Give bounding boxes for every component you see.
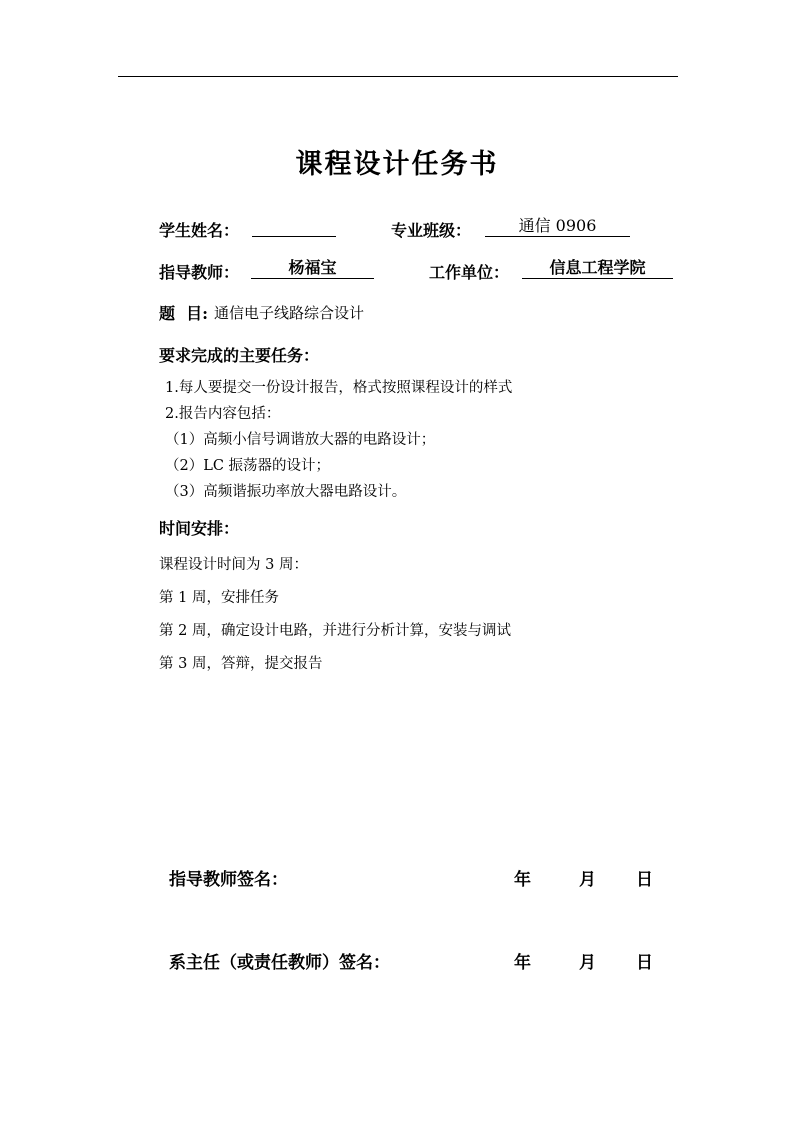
teacher-field[interactable]: 杨福宝 xyxy=(251,258,374,279)
unit-label: 工作单位： xyxy=(429,263,510,282)
task-item: （2）LC 振荡器的设计； xyxy=(165,458,331,474)
task-item: 2.报告内容包括： xyxy=(165,406,281,422)
schedule-item: 第 1 周，安排任务 xyxy=(159,590,279,606)
topic-value: 通信电子线路综合设计 xyxy=(214,304,365,322)
document-title: 课程设计任务书 xyxy=(295,149,499,180)
day-label: 日 xyxy=(636,953,653,973)
header-rule xyxy=(118,76,678,77)
schedule-item: 第 3 周，答辩，提交报告 xyxy=(159,656,323,672)
class-label: 专业班级： xyxy=(391,221,472,240)
student-name-field[interactable] xyxy=(252,216,336,237)
task-item: （1）高频小信号调谐放大器的电路设计； xyxy=(165,432,436,448)
topic-label: 题 目: xyxy=(159,304,209,323)
year-label: 年 xyxy=(514,953,531,973)
day-label: 日 xyxy=(636,870,653,890)
unit-field[interactable]: 信息工程学院 xyxy=(522,258,673,279)
student-name-label: 学生姓名： xyxy=(159,221,240,240)
month-label: 月 xyxy=(579,953,596,973)
schedule-item: 第 2 周，确定设计电路，并进行分析计算，安装与调试 xyxy=(159,623,511,639)
teacher-label: 指导教师： xyxy=(159,263,240,282)
month-label: 月 xyxy=(579,870,596,890)
task-item: 1.每人要提交一份设计报告，格式按照课程设计的样式 xyxy=(165,380,513,396)
task-item: （3）高频谐振功率放大器电路设计。 xyxy=(165,484,407,500)
teacher-signature-label: 指导教师签名： xyxy=(169,870,288,890)
year-label: 年 xyxy=(514,870,531,890)
schedule-heading: 时间安排： xyxy=(159,519,240,538)
class-field[interactable]: 通信 0906 xyxy=(485,216,630,237)
tasks-heading: 要求完成的主要任务： xyxy=(159,346,320,365)
schedule-item: 课程设计时间为 3 周： xyxy=(159,557,308,573)
head-signature-label: 系主任（或责任教师）签名： xyxy=(169,953,390,973)
